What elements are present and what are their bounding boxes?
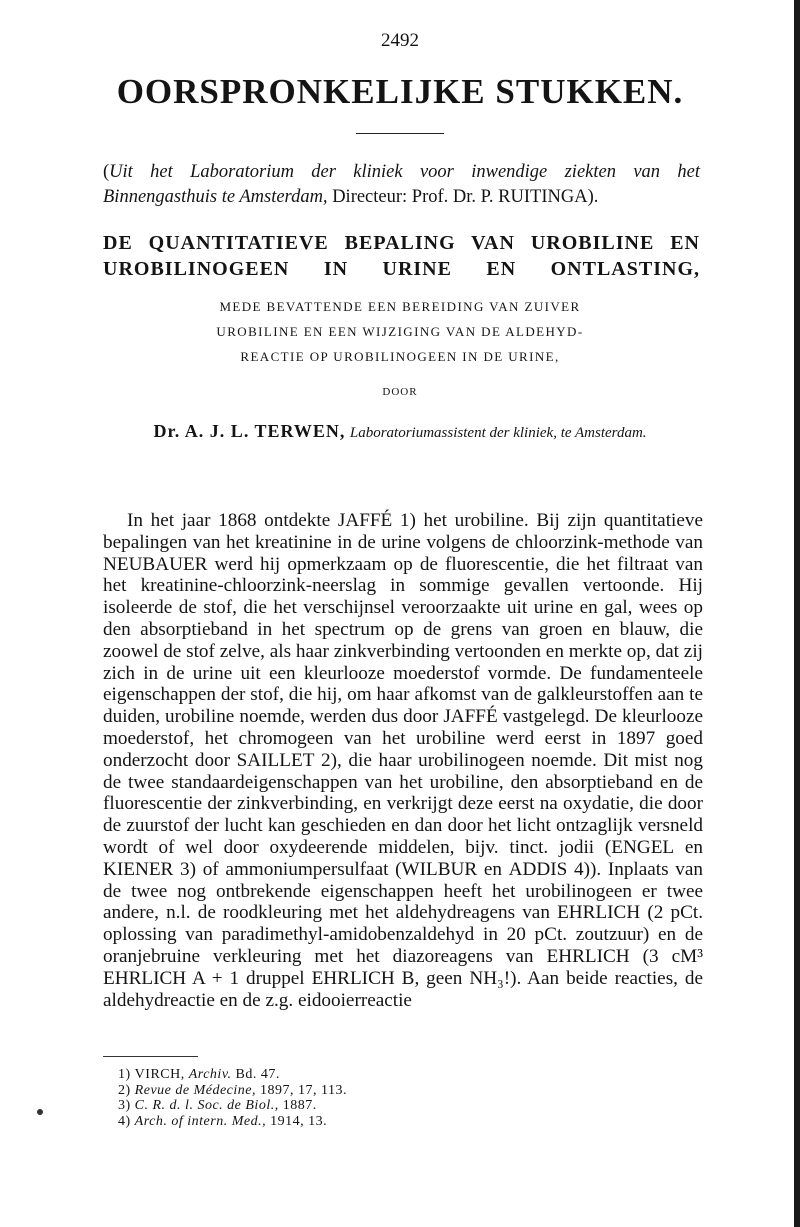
body-paragraph: In het jaar 1868 ontdekte JAFFÉ 1) het urobiline. Bij zijn quantitatieve bepalingen van het kreatinine in de urine volgens de chloorzink-methode van NEUBAUER werd hij opmerkzaam op de fluorescentie, die het filtraat van het kreatinine-chloorzink-neerslag in sommige gevallen vertoonde. Hij isoleerde de stof, die het verschijnsel veroorzaakte uit urine en gal, wees op den absorptieband in het spectrum op de grens van groen en blauw, die zoowel de stof zelve, als haar zinkverbinding vertoonden en merkte op, dat zij zich in de urine uit een kleurlooze moederstof vormde. De fundamenteele eigenschappen der stof, die hij, om haar afkomst van de galkleurstoffen aan te duiden, urobiline noemde, werden dus door JAFFÉ vastgelegd. De kleurlooze moederstof, het chromogeen van het urobiline werd eerst in 1897 goed onderzocht door SAILLET 2), die haar urobilinogeen noemde. Dit mist nog de twee standaardeigenschappen van het urobiline, den absorptieband en de fluorescentie der zinkverbinding, en verkrijgt deze eerst na oxydatie, die door de zuurstof der lucht kan geschieden en dan door het licht ontzaglijk versneld wordt of wel door oxydeerende middelen, bijv. tinct. jodii (ENGEL en KIENER 3) of ammoniumpersulfaat (WILBUR en ADDIS 4)). Inplaats van de twee nog ontbrekende eigenschappen heeft het urobilinogeen er twee andere, n.l. de roodkleuring met het aldehydreagens van EHRLICH (2 pCt. oplossing van paradimethyl-amidobenzaldehyd in 20 pCt. zoutzuur) en de oranjebruine verkleuring met het diazoreagens van EHRLICH (3 cM³ EHRLICH A + 1 druppel EHRLICH B, geen NH₃!). Aan beide reacties, de aldehydreactie en de z.g. eidooierreactie (103, 510, 703, 1011)
author-ref: ADDIS (508, 858, 568, 880)
laboratorium-name: Uit het Laboratorium der kliniek voor inwendige ziekten van het Binnengasthuis te Amsterdam, (103, 162, 700, 207)
director-label: Directeur: Prof. Dr. (327, 187, 481, 207)
author-ref: WILBUR (401, 858, 478, 880)
author-ref: ENGEL (611, 836, 675, 858)
footnote: 3) C. R. d. l. Soc. de Biol., 1887. (118, 1098, 317, 1113)
subtitle-line: REACTIE OP UROBILINOGEEN IN DE URINE, (240, 349, 560, 364)
footnote: 1) VIRCH, Archiv. Bd. 47. (118, 1067, 280, 1082)
article-subtitle (0, 294, 800, 369)
footnote: 2) Revue de Médecine, 1897, 17, 113. (118, 1082, 347, 1098)
subtitle-line: MEDE BEVATTENDE EEN BEREIDING VAN ZUIVER (219, 299, 581, 314)
author-name: Dr. A. J. L. TERWEN, (153, 421, 346, 441)
by-label: DOOR (382, 386, 418, 398)
author-line (0, 421, 800, 442)
author-ref: KIENER (103, 858, 174, 880)
section-title: OORSPRONKELIJKE STUKKEN. (116, 72, 684, 111)
source-note (103, 160, 700, 210)
subtitle-line: UROBILINE EN EEN WIJZIGING VAN DE ALDEHYD- (216, 324, 584, 339)
page-number: 2492 (381, 30, 419, 51)
author-ref: EHRLICH (103, 967, 187, 989)
author-ref: SAILLET (236, 749, 315, 771)
footnote-divider (103, 1056, 198, 1057)
author-role: Laboratoriumassistent der kliniek, te Amsterdam. (349, 425, 647, 441)
article-body (103, 510, 703, 1011)
author-ref: JAFFÉ (443, 706, 498, 728)
author-ref: EHRLICH (557, 902, 641, 924)
author-ref: EHRLICH (546, 945, 630, 967)
author-ref: JAFFÉ (337, 510, 393, 531)
source-note-open: ( (103, 162, 110, 182)
director-name: P. RUITINGA (480, 187, 588, 207)
source-note-close: ). (587, 187, 599, 207)
author-ref: NEUBAUER (103, 553, 208, 575)
ink-speck (37, 1109, 43, 1115)
title-divider (356, 133, 444, 134)
footnotes (118, 1067, 618, 1129)
article-title: DE QUANTITATIEVE BEPALING VAN UROBILINE EN UROBILINOGEEN IN URINE EN ONTLASTING, (103, 232, 700, 280)
page-edge (794, 0, 800, 1227)
footnote: 4) Arch. of intern. Med., 1914, 13. (118, 1113, 328, 1129)
author-ref: EHRLICH (311, 967, 395, 989)
